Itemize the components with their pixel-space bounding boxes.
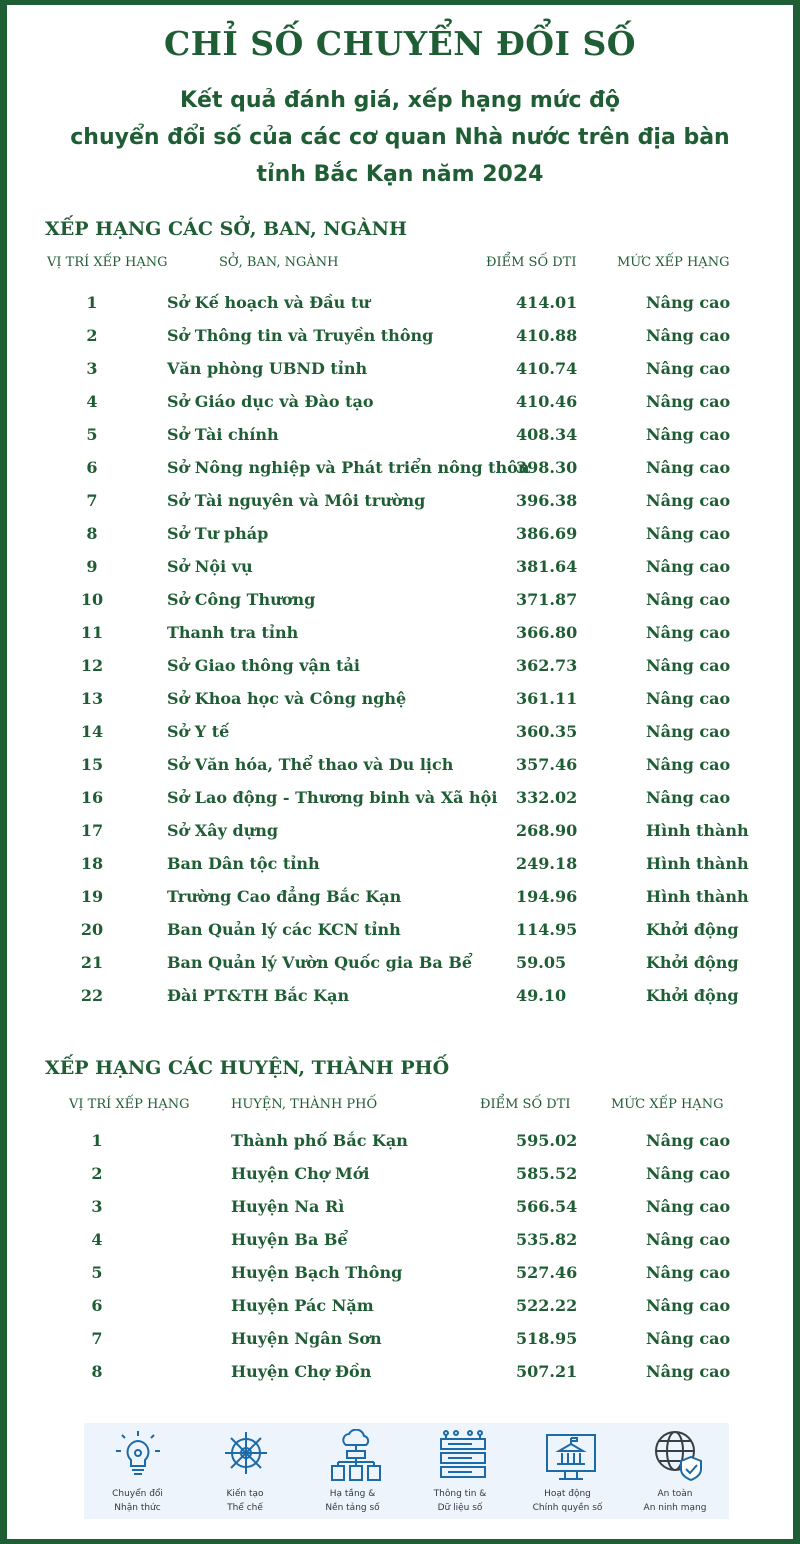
cell-rank: 2	[86, 326, 98, 345]
cell-name: Sở Thông tin và Truyền thông	[167, 326, 434, 345]
districts-section-title: XẾP HẠNG CÁC HUYỆN, THÀNH PHỐ	[45, 1057, 450, 1079]
cell-level: Nâng cao	[646, 524, 731, 543]
table-row	[0, 385, 800, 418]
cell-score: 410.74	[516, 359, 578, 378]
cell-score: 268.90	[516, 821, 578, 840]
cell-name: Huyện Na Rì	[231, 1197, 345, 1216]
cell-score: 332.02	[516, 788, 578, 807]
pillars-bar	[84, 1423, 729, 1519]
cell-score: 49.10	[516, 986, 567, 1005]
table-row	[0, 1223, 800, 1256]
subtitle-line: chuyển đổi số của các cơ quan Nhà nước trên địa bàn	[70, 125, 730, 150]
cell-rank: 16	[80, 788, 104, 807]
cell-level: Khởi động	[646, 986, 739, 1005]
departments-header-level: MỨC XẾP HẠNG	[617, 255, 730, 270]
subtitle-line: tỉnh Bắc Kạn năm 2024	[256, 162, 544, 187]
cell-score: 507.21	[516, 1362, 578, 1381]
government-building-icon	[545, 1429, 597, 1483]
cell-name: Sở Giáo dục và Đào tạo	[167, 392, 374, 411]
districts-header-name: HUYỆN, THÀNH PHỐ	[231, 1097, 378, 1112]
cell-rank: 15	[80, 755, 104, 774]
pillar-label: Chuyển đổi Nhận thức	[112, 1489, 163, 1513]
cell-score: 396.38	[516, 491, 578, 510]
cell-score: 585.52	[516, 1164, 578, 1183]
table-row	[0, 1256, 800, 1289]
cell-rank: 14	[80, 722, 104, 741]
table-row	[0, 649, 800, 682]
table-row	[0, 1190, 800, 1223]
cell-name: Huyện Ba Bể	[231, 1230, 348, 1249]
cell-level: Hình thành	[646, 821, 749, 840]
cell-level: Nâng cao	[646, 788, 731, 807]
page-title: CHỈ SỐ CHUYỂN ĐỔI SỐ	[163, 24, 637, 63]
cell-score: 386.69	[516, 524, 578, 543]
cell-name: Huyện Pác Nặm	[231, 1296, 374, 1315]
cell-level: Nâng cao	[646, 755, 731, 774]
cell-score: 398.30	[516, 458, 578, 477]
cell-level: Nâng cao	[646, 722, 731, 741]
cell-score: 595.02	[516, 1131, 578, 1150]
cell-level: Nâng cao	[646, 293, 731, 312]
table-row	[0, 616, 800, 649]
table-row	[0, 550, 800, 583]
cell-score: 381.64	[516, 557, 578, 576]
pillar-label: Kiến tạo Thể chế	[226, 1489, 264, 1513]
cell-rank: 8	[86, 524, 98, 543]
cell-rank: 3	[91, 1197, 103, 1216]
cell-rank: 17	[80, 821, 104, 840]
districts-header-score: ĐIỂM SỐ DTI	[480, 1097, 571, 1112]
cell-score: 194.96	[516, 887, 578, 906]
cell-level: Hình thành	[646, 887, 749, 906]
cell-score: 371.87	[516, 590, 578, 609]
departments-header-name: SỞ, BAN, NGÀNH	[219, 255, 339, 270]
cell-level: Nâng cao	[646, 1362, 731, 1381]
cell-name: Sở Nội vụ	[167, 557, 253, 576]
cell-level: Nâng cao	[646, 326, 731, 345]
cell-name: Sở Tài chính	[167, 425, 279, 444]
cell-level: Nâng cao	[646, 1263, 731, 1282]
cell-level: Nâng cao	[646, 1329, 731, 1348]
cell-level: Hình thành	[646, 854, 749, 873]
cell-score: 408.34	[516, 425, 578, 444]
cell-name: Huyện Chợ Đồn	[231, 1362, 372, 1381]
table-row	[0, 880, 800, 913]
cell-rank: 18	[80, 854, 104, 873]
cell-level: Nâng cao	[646, 557, 731, 576]
database-icon	[438, 1429, 488, 1483]
table-row	[0, 418, 800, 451]
cell-level: Nâng cao	[646, 1230, 731, 1249]
cell-score: 410.88	[516, 326, 578, 345]
cell-rank: 3	[86, 359, 98, 378]
table-row	[0, 1289, 800, 1322]
table-row	[0, 451, 800, 484]
cell-level: Nâng cao	[646, 359, 731, 378]
cell-name: Sở Kế hoạch và Đầu tư	[167, 293, 370, 312]
cell-level: Khởi động	[646, 920, 739, 939]
cell-score: 366.80	[516, 623, 578, 642]
table-row	[0, 1355, 800, 1388]
cell-level: Nâng cao	[646, 458, 731, 477]
table-row	[0, 814, 800, 847]
subtitle-line: Kết quả đánh giá, xếp hạng mức độ	[179, 88, 621, 113]
table-row	[0, 847, 800, 880]
cell-name: Sở Khoa học và Công nghệ	[167, 689, 407, 708]
cell-rank: 6	[91, 1296, 103, 1315]
cloud-server-icon	[330, 1429, 382, 1483]
cell-level: Nâng cao	[646, 1131, 731, 1150]
cell-level: Nâng cao	[646, 392, 731, 411]
pillar-data	[407, 1423, 515, 1519]
cell-rank: 22	[80, 986, 104, 1005]
cell-name: Sở Tư pháp	[167, 524, 269, 543]
cell-rank: 7	[86, 491, 98, 510]
cell-score: 410.46	[516, 392, 578, 411]
cell-name: Đài PT&TH Bắc Kạn	[167, 986, 350, 1005]
cell-name: Sở Văn hóa, Thể thao và Du lịch	[167, 755, 454, 774]
cell-score: 535.82	[516, 1230, 578, 1249]
cell-rank: 11	[80, 623, 104, 642]
cell-name: Trường Cao đẳng Bắc Kạn	[167, 887, 402, 906]
cell-rank: 10	[80, 590, 104, 609]
cell-level: Nâng cao	[646, 1164, 731, 1183]
cell-score: 566.54	[516, 1197, 578, 1216]
table-row	[0, 1157, 800, 1190]
cell-level: Nâng cao	[646, 590, 731, 609]
table-row	[0, 748, 800, 781]
table-row	[0, 286, 800, 319]
cell-name: Sở Nông nghiệp và Phát triển nông thôn	[167, 458, 530, 477]
frame-bottom-border	[0, 1539, 800, 1544]
cell-level: Nâng cao	[646, 656, 731, 675]
cell-name: Sở Lao động - Thương binh và Xã hội	[167, 788, 498, 807]
pillar-label: Hạ tầng & Nền tảng số	[325, 1489, 380, 1513]
globe-shield-icon	[653, 1429, 705, 1483]
districts-table	[0, 1124, 800, 1388]
departments-header-rank: VỊ TRÍ XẾP HẠNG	[47, 255, 168, 270]
cell-level: Nâng cao	[646, 425, 731, 444]
table-row	[0, 319, 800, 352]
pillar-government	[514, 1423, 622, 1519]
cell-score: 249.18	[516, 854, 578, 873]
cell-rank: 4	[91, 1230, 103, 1249]
cell-name: Huyện Bạch Thông	[231, 1263, 403, 1282]
pillar-label: An toàn An ninh mạng	[643, 1489, 707, 1513]
cell-name: Huyện Chợ Mới	[231, 1164, 370, 1183]
cell-score: 360.35	[516, 722, 578, 741]
table-row	[0, 682, 800, 715]
cell-name: Thanh tra tỉnh	[167, 623, 299, 642]
table-row	[0, 583, 800, 616]
cell-name: Thành phố Bắc Kạn	[231, 1131, 408, 1150]
cell-name: Sở Xây dựng	[167, 821, 279, 840]
cell-rank: 13	[80, 689, 104, 708]
cell-name: Ban Quản lý các KCN tỉnh	[167, 920, 401, 939]
pillar-security	[622, 1423, 730, 1519]
table-row	[0, 1322, 800, 1355]
cell-rank: 19	[80, 887, 104, 906]
cell-score: 357.46	[516, 755, 578, 774]
cell-score: 522.22	[516, 1296, 578, 1315]
table-row	[0, 979, 800, 1012]
table-row	[0, 913, 800, 946]
cell-rank: 20	[80, 920, 104, 939]
cell-score: 414.01	[516, 293, 578, 312]
departments-table	[0, 286, 800, 1012]
departments-header-score: ĐIỂM SỐ DTI	[486, 255, 577, 270]
table-row	[0, 946, 800, 979]
cell-rank: 4	[86, 392, 98, 411]
cell-rank: 5	[91, 1263, 103, 1282]
departments-section-title: XẾP HẠNG CÁC SỞ, BAN, NGÀNH	[45, 218, 407, 240]
pillar-infrastructure	[299, 1423, 407, 1519]
cell-score: 527.46	[516, 1263, 578, 1282]
cell-level: Nâng cao	[646, 689, 731, 708]
cell-name: Văn phòng UBND tỉnh	[167, 359, 368, 378]
cell-name: Huyện Ngân Sơn	[231, 1329, 382, 1348]
cell-rank: 12	[80, 656, 104, 675]
cell-level: Nâng cao	[646, 1197, 731, 1216]
cell-score: 114.95	[516, 920, 578, 939]
lightbulb-icon	[115, 1429, 161, 1481]
cell-score: 362.73	[516, 656, 578, 675]
table-row	[0, 781, 800, 814]
pillar-label: Hoạt động Chính quyền số	[532, 1489, 603, 1513]
pillar-label: Thông tin & Dữ liệu số	[433, 1489, 487, 1513]
cell-name: Sở Giao thông vận tải	[167, 656, 360, 675]
cell-name: Sở Y tế	[167, 722, 230, 741]
frame-top-border	[0, 0, 800, 5]
cell-name: Ban Quản lý Vườn Quốc gia Ba Bể	[167, 953, 473, 972]
pillar-awareness	[84, 1423, 192, 1519]
page-subtitle	[60, 82, 740, 193]
cell-rank: 1	[91, 1131, 103, 1150]
cell-score: 518.95	[516, 1329, 578, 1348]
cell-rank: 21	[80, 953, 104, 972]
cell-rank: 6	[86, 458, 98, 477]
cell-rank: 8	[91, 1362, 103, 1381]
cell-name: Sở Tài nguyên và Môi trường	[167, 491, 426, 510]
cell-level: Nâng cao	[646, 1296, 731, 1315]
cell-rank: 9	[86, 557, 98, 576]
cell-rank: 1	[86, 293, 98, 312]
cell-level: Khởi động	[646, 953, 739, 972]
table-row	[0, 352, 800, 385]
pillar-institution	[192, 1423, 300, 1519]
cell-name: Sở Công Thương	[167, 590, 316, 609]
cell-name: Ban Dân tộc tỉnh	[167, 854, 320, 873]
cell-level: Nâng cao	[646, 623, 731, 642]
cell-level: Nâng cao	[646, 491, 731, 510]
table-row	[0, 715, 800, 748]
cell-rank: 7	[91, 1329, 103, 1348]
districts-header-rank: VỊ TRÍ XẾP HẠNG	[69, 1097, 190, 1112]
cell-rank: 5	[86, 425, 98, 444]
ship-wheel-icon	[223, 1429, 269, 1481]
cell-score: 59.05	[516, 953, 567, 972]
table-row	[0, 517, 800, 550]
cell-rank: 2	[91, 1164, 103, 1183]
table-row	[0, 1124, 800, 1157]
table-row	[0, 484, 800, 517]
cell-score: 361.11	[516, 689, 578, 708]
districts-header-level: MỨC XẾP HẠNG	[611, 1097, 724, 1112]
